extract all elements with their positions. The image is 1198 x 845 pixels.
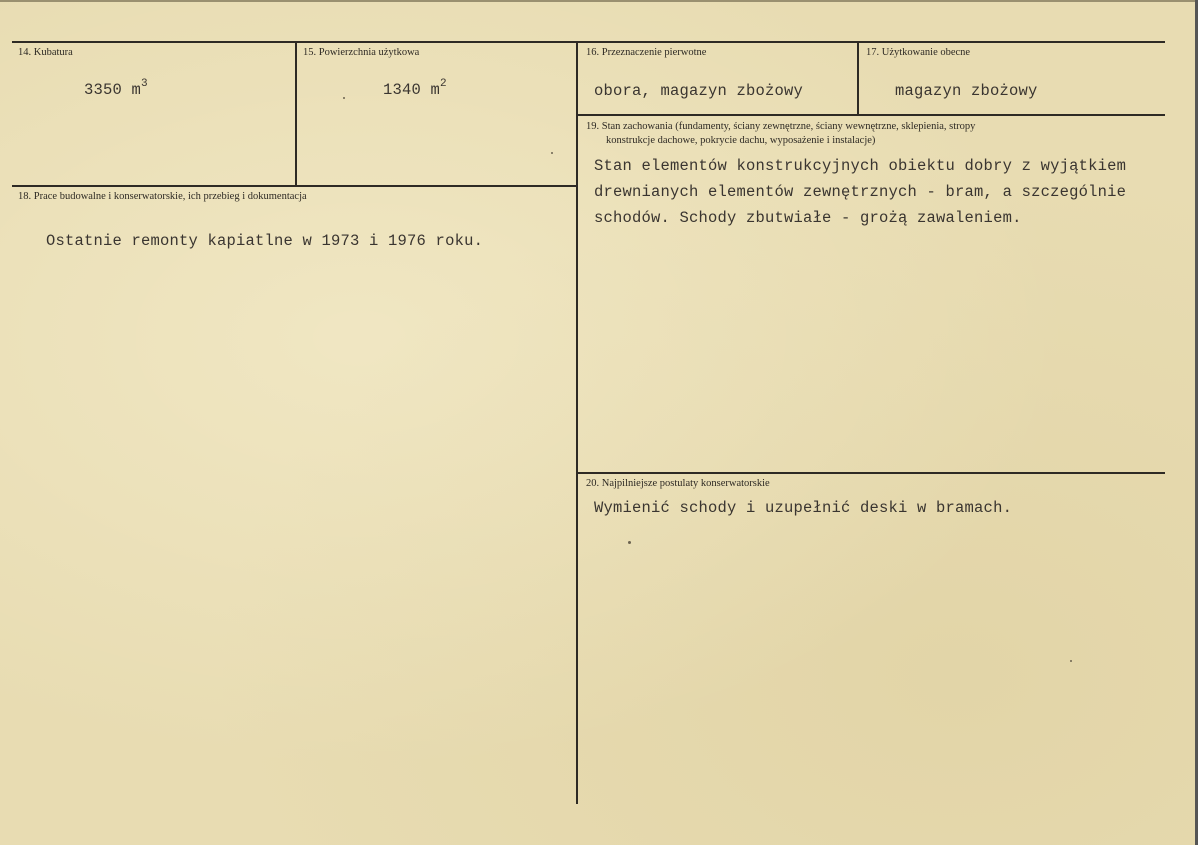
field-15-unit-power: 2	[440, 78, 447, 90]
paper-speck	[1070, 660, 1072, 662]
field-14-value	[84, 80, 148, 99]
field-20-value: Wymienić schody i uzupełnić deski w bramach.	[594, 499, 1013, 517]
field-14-unit-power: 3	[141, 78, 148, 90]
field-14-number: 3350 m	[84, 81, 142, 100]
divider-16-17	[857, 42, 859, 115]
field-14-label: 14. Kubatura	[18, 47, 73, 58]
field-19-label-line1: 19. Stan zachowania (fundamenty, ściany zewnętrzne, ściany wewnętrzne, sklepienia, stropy	[586, 121, 976, 132]
field-15-value	[383, 80, 447, 99]
field-19-value-line3: schodów. Schody zbutwiałe - grożą zawaleniem.	[594, 209, 1022, 227]
paper-speck	[628, 541, 631, 544]
field-15-number: 1340 m	[383, 81, 441, 100]
field-17-label: 17. Użytkowanie obecne	[866, 47, 971, 58]
field-19-value-line2: drewnianych elementów zewnętrznych - bram, a szczególnie	[594, 183, 1127, 201]
field-15-label: 15. Powierzchnia użytkowa	[303, 47, 420, 58]
field-18-label: 18. Prace budowalne i konserwatorskie, ich przebieg i dokumentacja	[18, 191, 307, 202]
rule-above-18	[12, 185, 577, 187]
paper-speck	[551, 152, 553, 154]
field-19-value-line1: Stan elementów konstrukcyjnych obiektu dobry z wyjątkiem	[594, 157, 1127, 175]
center-divider	[576, 42, 578, 804]
field-20-label: 20. Najpilniejsze postulaty konserwatorskie	[586, 478, 770, 489]
field-18-value: Ostatnie remonty kapiatlne w 1973 i 1976 roku.	[46, 232, 484, 250]
field-19-label-line2: konstrukcje dachowe, pokrycie dachu, wyposażenie i instalacje)	[606, 135, 876, 146]
field-17-value: magazyn zbożowy	[895, 82, 1038, 100]
top-rule	[12, 41, 1165, 43]
divider-14-15	[295, 42, 297, 185]
rule-above-20	[577, 472, 1165, 474]
field-19-value	[594, 153, 1126, 231]
paper-speck	[343, 97, 345, 99]
rule-under-16-17	[577, 114, 1165, 116]
card-top-edge	[0, 0, 1198, 2]
field-16-label: 16. Przeznaczenie pierwotne	[586, 47, 707, 58]
field-16-value: obora, magazyn zbożowy	[594, 82, 804, 100]
